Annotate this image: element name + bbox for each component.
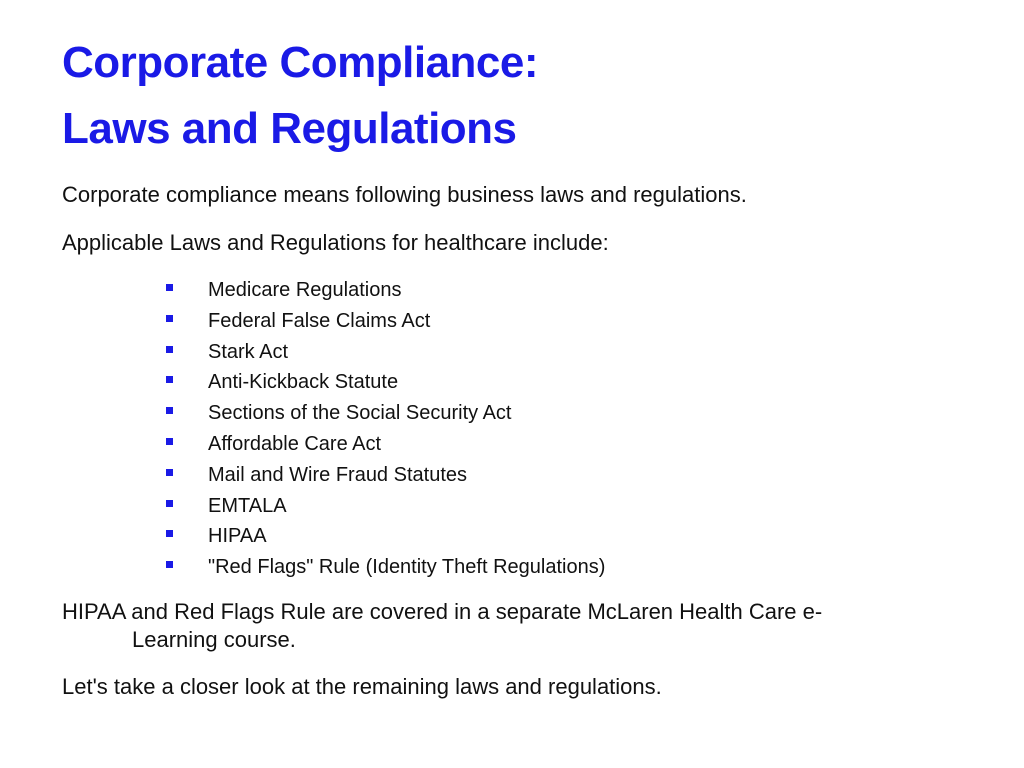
laws-list (162, 276, 605, 584)
title-line-1: Corporate Compliance: (62, 38, 539, 87)
list-item-label: Medicare Regulations (208, 279, 402, 301)
list-item-label: EMTALA (208, 494, 287, 517)
list-item-label: Stark Act (208, 340, 289, 363)
list-item (162, 430, 605, 461)
list-item (162, 399, 605, 430)
list-item (162, 307, 605, 338)
list-item-label: Anti-Kickback Statute (208, 371, 399, 394)
square-bullet-icon (166, 407, 173, 414)
title-line-2: Laws and Regulations (62, 104, 517, 153)
square-bullet-icon (166, 284, 173, 291)
square-bullet-icon (166, 469, 173, 476)
list-item-label: Mail and Wire Fraud Statutes (208, 463, 467, 486)
applicable-laws-paragraph: Applicable Laws and Regulations for healthcare include: (62, 230, 609, 255)
list-item (162, 338, 605, 369)
hipaa-note-paragraph (62, 598, 942, 654)
square-bullet-icon (166, 561, 173, 568)
square-bullet-icon (166, 438, 173, 445)
square-bullet-icon (166, 500, 173, 507)
list-item (162, 276, 605, 307)
slide-title (62, 30, 538, 162)
list-item (162, 553, 605, 584)
list-item-label: Federal False Claims Act (208, 309, 431, 332)
list-item-label: Sections of the Social Security Act (208, 402, 512, 425)
list-item-label: Affordable Care Act (208, 432, 382, 455)
hipaa-note-line-1: HIPAA and Red Flags Rule are covered in a separate McLaren Health Care e- (62, 599, 823, 624)
square-bullet-icon (166, 376, 173, 383)
square-bullet-icon (166, 315, 173, 322)
list-item (162, 461, 605, 492)
list-item (162, 368, 605, 399)
list-item-label: HIPAA (208, 525, 267, 548)
list-item (162, 522, 605, 553)
square-bullet-icon (166, 530, 173, 537)
closing-paragraph: Let's take a closer look at the remaining laws and regulations. (62, 674, 662, 699)
intro-paragraph: Corporate compliance means following business laws and regulations. (62, 182, 747, 207)
list-item (162, 492, 605, 523)
hipaa-note-line-2: Learning course. (132, 627, 296, 652)
square-bullet-icon (166, 346, 173, 353)
list-item-label: "Red Flags" Rule (Identity Theft Regulations) (208, 556, 606, 579)
